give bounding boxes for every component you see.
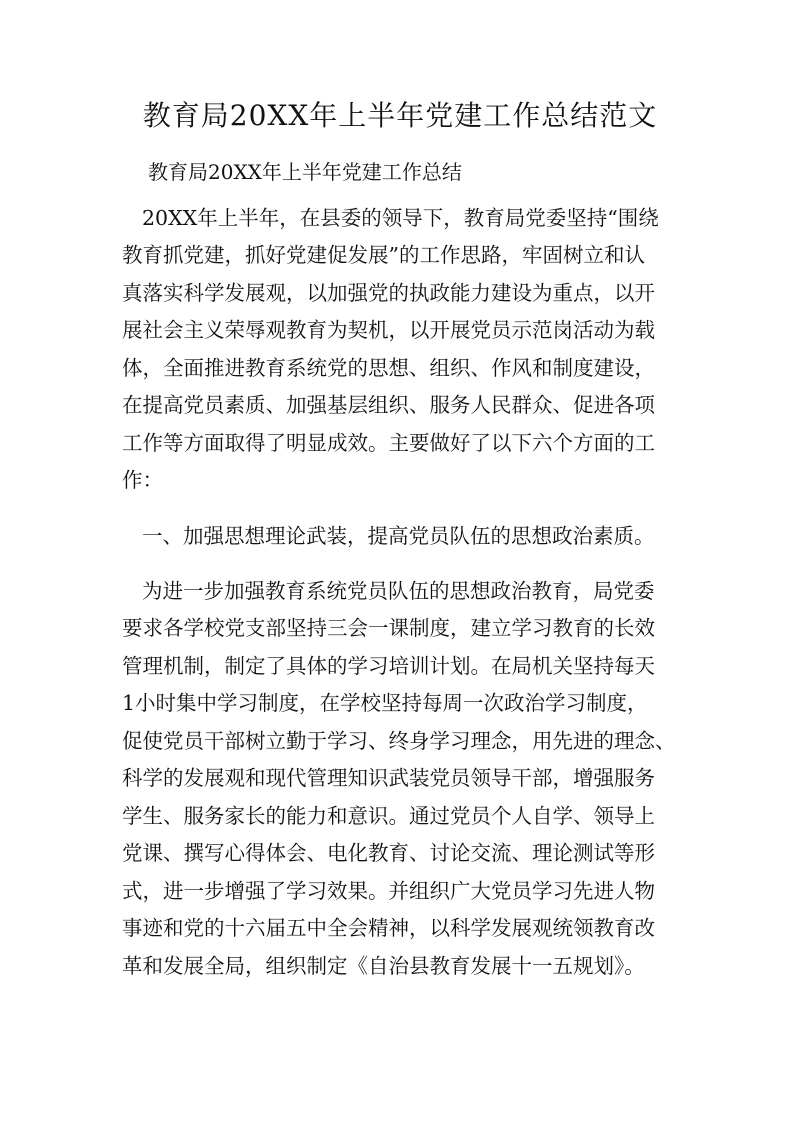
body-line: 为进一步加强教育系统党员队伍的思想政治教育，局党委 bbox=[142, 579, 655, 603]
body-line: 学生、服务家长的能力和意识。通过党员个人自学、领导上 bbox=[122, 804, 655, 828]
body-line: 20XX年上半年，在县委的领导下，教育局党委坚持“围绕 bbox=[142, 206, 659, 230]
body-line: 要求各学校党支部坚持三会一课制度，建立学习教育的长效 bbox=[122, 616, 655, 640]
body-line: 事迹和党的十六届五中全会精神，以科学发展观统领教育改 bbox=[122, 916, 655, 940]
body-line: 教育抓党建，抓好党建促发展”的工作思路，牢固树立和认 bbox=[122, 243, 645, 267]
body-line: 体，全面推进教育系统党的思想、组织、作风和制度建设， bbox=[122, 356, 655, 380]
section-heading: 一、加强思想理论武装，提高党员队伍的思想政治素质。 bbox=[142, 524, 655, 548]
body-line: 工作等方面取得了明显成效。主要做好了以下六个方面的工 bbox=[122, 431, 655, 455]
document-subtitle: 教育局20XX年上半年党建工作总结 bbox=[148, 160, 462, 184]
body-line: 在提高党员素质、加强基层组织、服务人民群众、促进各项 bbox=[122, 393, 655, 417]
body-line: 作： bbox=[122, 468, 163, 492]
body-line: 党课、撰写心得体会、电化教育、讨论交流、理论测试等形 bbox=[122, 841, 655, 865]
body-line: 1小时集中学习制度，在学校坚持每周一次政治学习制度， bbox=[122, 691, 648, 715]
body-line: 革和发展全局，组织制定《自治县教育发展十一五规划》。 bbox=[122, 954, 645, 978]
body-line: 式，进一步增强了学习效果。并组织广大党员学习先进人物 bbox=[122, 879, 655, 903]
document-title: 教育局20XX年上半年党建工作总结范文 bbox=[142, 99, 658, 132]
body-line: 促使党员干部树立勤于学习、终身学习理念，用先进的理念、 bbox=[122, 729, 676, 753]
body-line: 科学的发展观和现代管理知识武装党员领导干部，增强服务 bbox=[122, 766, 655, 790]
body-line: 展社会主义荣辱观教育为契机，以开展党员示范岗活动为载 bbox=[122, 318, 655, 342]
body-line: 真落实科学发展观，以加强党的执政能力建设为重点，以开 bbox=[122, 281, 655, 305]
body-line: 管理机制，制定了具体的学习培训计划。在局机关坚持每天 bbox=[122, 654, 655, 678]
